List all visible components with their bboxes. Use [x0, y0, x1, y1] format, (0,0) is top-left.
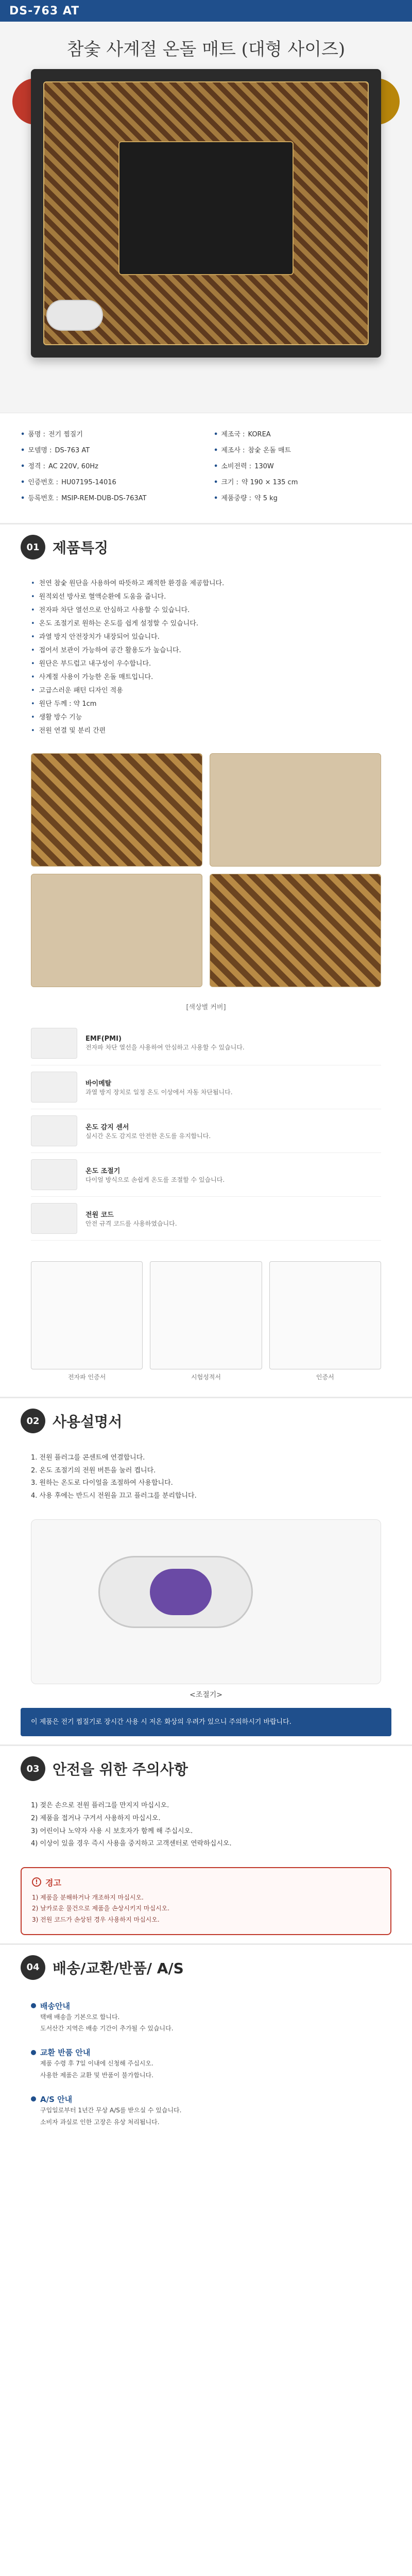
spec-key: 인증번호 :	[28, 479, 59, 486]
delivery-block	[31, 2047, 381, 2081]
feature-line	[31, 577, 381, 590]
feature-text: 사계절 사용이 가능한 온돌 매트입니다.	[39, 673, 153, 681]
feature-line	[31, 724, 381, 738]
section-number-4: 04	[21, 1955, 45, 1980]
delivery-title-text: 배송안내	[40, 2001, 70, 2011]
delivery-line: 도서산간 지역은 배송 기간이 추가될 수 있습니다.	[40, 2025, 174, 2032]
warning-box	[21, 1867, 391, 1935]
feature-bullet: •	[31, 606, 35, 614]
warning-lines	[32, 1892, 380, 1926]
delivery-line: 제품 수령 후 7일 이내에 신청해 주십시오.	[40, 2060, 153, 2067]
delivery-title-text: 교환 반품 안내	[40, 2048, 91, 2058]
part-title: 온도 조절기	[85, 1167, 121, 1175]
feature-line	[31, 684, 381, 698]
feature-text: 전자파 차단 열선으로 안심하고 사용할 수 있습니다.	[39, 606, 190, 614]
spec-item	[214, 445, 391, 454]
section-title-4: 배송/교환/반품/ A/S	[53, 1959, 184, 1977]
spec-item	[21, 461, 198, 470]
section-header-1	[0, 523, 412, 570]
feature-bullet: •	[31, 673, 35, 681]
feature-bullet: •	[31, 687, 35, 694]
photo-mat-2	[210, 753, 381, 867]
spec-item	[214, 461, 391, 470]
spec-bullet: •	[21, 431, 25, 438]
part-desc: 실시간 온도 감지로 안전한 온도를 유지합니다.	[85, 1132, 211, 1140]
spec-key: 제조사 :	[221, 447, 245, 454]
spec-key: 등록번호 :	[28, 495, 59, 502]
part-text	[85, 1078, 233, 1096]
spec-item	[21, 493, 198, 502]
hero-section	[0, 22, 412, 413]
spec-value: 약 190 × 135 cm	[241, 479, 298, 486]
controller-panel	[150, 1569, 212, 1615]
feature-bullet: •	[31, 714, 35, 721]
feature-text: 과열 방지 안전장치가 내장되어 있습니다.	[39, 633, 160, 641]
spec-item	[214, 429, 391, 438]
part-desc: 다이얼 방식으로 손쉽게 온도를 조절할 수 있습니다.	[85, 1176, 225, 1183]
cert-document	[269, 1261, 381, 1369]
spec-bullet: •	[214, 447, 218, 454]
delivery-title-text: A/S 안내	[40, 2094, 73, 2104]
delivery-line: 소비자 과실로 인한 고장은 유상 처리됩니다.	[40, 2118, 160, 2126]
safety-line: 2) 제품을 접거나 구겨서 사용하지 마십시오.	[31, 1814, 161, 1822]
block-bullet-icon	[31, 2003, 36, 2008]
feature-line	[31, 711, 381, 724]
section-header-3	[0, 1744, 412, 1791]
cert-item	[269, 1261, 381, 1381]
part-item	[31, 1197, 381, 1241]
delivery-line: 구입일로부터 1년간 무상 A/S를 받으실 수 있습니다.	[40, 2106, 182, 2114]
spec-bullet: •	[21, 495, 25, 502]
manual-line: 1. 전원 플러그를 콘센트에 연결합니다.	[31, 1454, 145, 1462]
warning-line: 2) 날카로운 물건으로 제품을 손상시키지 마십시오.	[32, 1905, 170, 1912]
spec-key: 제품중량 :	[221, 495, 252, 502]
cert-document	[150, 1261, 262, 1369]
feature-bullet: •	[31, 620, 35, 628]
spec-value: 참숯 온돌 매트	[248, 447, 291, 454]
part-title: 전원 코드	[85, 1211, 114, 1219]
cert-caption: 인증서	[316, 1374, 334, 1381]
part-text	[85, 1035, 245, 1052]
feature-line	[31, 698, 381, 711]
manual-line: 3. 원하는 온도로 다이얼을 조절하여 사용합니다.	[31, 1479, 173, 1487]
cert-caption: 전자파 인증서	[67, 1374, 106, 1381]
feature-line	[31, 617, 381, 631]
photo-mat-3	[31, 874, 202, 987]
feature-line	[31, 671, 381, 684]
part-text	[85, 1165, 225, 1184]
cert-grid	[0, 1251, 412, 1392]
section-header-4	[0, 1943, 412, 1990]
delivery-block-title	[31, 2094, 381, 2105]
spec-value: HU07195-14016	[61, 479, 116, 486]
spec-value: DS-763 AT	[55, 447, 90, 454]
spec-bullet: •	[21, 463, 25, 470]
feature-list	[0, 570, 412, 743]
section-number-3: 03	[21, 1756, 45, 1781]
controller-image	[46, 300, 103, 331]
safety-line: 4) 이상이 있을 경우 즉시 사용을 중지하고 고객센터로 연락하십시오.	[31, 1840, 232, 1848]
warning-title	[32, 1876, 380, 1888]
section-number-1: 01	[21, 535, 45, 560]
delivery-line: 사용한 제품은 교환 및 반품이 불가합니다.	[40, 2072, 153, 2079]
block-bullet-icon	[31, 2096, 36, 2102]
feature-bullet: •	[31, 647, 35, 654]
delivery-info	[0, 1990, 412, 2151]
section-title-2: 사용설명서	[53, 1413, 123, 1430]
feature-bullet: •	[31, 593, 35, 601]
controller-caption: <조절기>	[189, 1690, 223, 1699]
part-desc: 안전 규격 코드를 사용하였습니다.	[85, 1220, 177, 1227]
feature-text: 원단은 부드럽고 내구성이 우수합니다.	[39, 660, 151, 668]
warning-title-text: 경고	[45, 1877, 61, 1888]
spec-value: MSIP-REM-DUB-DS-763AT	[61, 495, 147, 502]
part-item	[31, 1022, 381, 1065]
spec-value: 130W	[254, 463, 274, 470]
part-desc: 과열 방지 장치로 일정 온도 이상에서 자동 차단됩니다.	[85, 1089, 233, 1096]
feature-text: 원단 두께 : 약 1cm	[39, 700, 97, 708]
part-thumb	[31, 1203, 77, 1234]
warning-line: 3) 전원 코드가 손상된 경우 사용하지 마십시오.	[32, 1916, 160, 1924]
delivery-block	[31, 2094, 381, 2128]
spec-item	[21, 477, 198, 486]
section-title-1: 제품특징	[53, 539, 109, 556]
safety-line: 3) 어린이나 노약자 사용 시 보호자가 함께 해 주십시오.	[31, 1827, 193, 1835]
manual-line: 2. 온도 조절기의 전원 버튼을 눌러 켭니다.	[31, 1466, 156, 1475]
section-header-2	[0, 1397, 412, 1444]
spec-key: 소비전력 :	[221, 463, 252, 470]
spec-bullet: •	[214, 463, 218, 470]
section-number-2: 02	[21, 1409, 45, 1433]
block-bullet-icon	[31, 2050, 36, 2055]
feature-text: 온도 조절기로 원하는 온도를 쉽게 설정할 수 있습니다.	[39, 620, 199, 628]
part-desc: 전자파 차단 열선을 사용하여 안심하고 사용할 수 있습니다.	[85, 1044, 245, 1051]
cert-caption: 시험성적서	[191, 1374, 221, 1381]
spec-value: 약 5 kg	[254, 495, 278, 502]
spec-key: 크기 :	[221, 479, 238, 486]
manual-text	[0, 1444, 412, 1511]
part-title: EMF(PMI)	[85, 1035, 122, 1043]
part-title: 바이메탈	[85, 1080, 112, 1088]
spec-bullet: •	[21, 479, 25, 486]
cert-item	[150, 1261, 262, 1381]
photo-mat-1	[31, 753, 202, 867]
spec-key: 품명 :	[28, 431, 45, 438]
feature-line	[31, 657, 381, 671]
feature-text: 접어서 보관이 가능하여 공간 활용도가 높습니다.	[39, 647, 181, 654]
part-item	[31, 1109, 381, 1153]
feature-text: 전원 연결 및 분리 간편	[39, 727, 106, 735]
part-thumb	[31, 1072, 77, 1103]
section-title-3: 안전을 위한 주의사항	[53, 1761, 188, 1778]
spec-key: 정격 :	[28, 463, 45, 470]
controller-figure	[31, 1519, 381, 1684]
part-title: 온도 감지 센서	[85, 1124, 129, 1131]
spec-value: AC 220V, 60Hz	[48, 463, 98, 470]
spec-list	[0, 413, 412, 518]
safety-text	[0, 1791, 412, 1859]
delivery-block-title	[31, 2047, 381, 2058]
feature-text: 천연 참숯 원단을 사용하여 따뜻하고 쾌적한 환경을 제공합니다.	[39, 580, 225, 587]
delivery-block-title	[31, 2001, 381, 2011]
part-text	[85, 1209, 177, 1228]
spec-item	[214, 477, 391, 486]
photo-mat-4	[210, 874, 381, 987]
feature-bullet: •	[31, 700, 35, 708]
delivery-block	[31, 2001, 381, 2035]
feature-line	[31, 590, 381, 604]
feature-bullet: •	[31, 660, 35, 668]
hero-title: 참숯 사계절 온돌 매트 (대형 사이즈)	[66, 39, 346, 60]
cert-document	[31, 1261, 143, 1369]
model-name: DS-763 AT	[9, 4, 80, 18]
part-thumb	[31, 1159, 77, 1190]
spec-bullet: •	[214, 431, 218, 438]
feature-line	[31, 644, 381, 657]
part-thumb	[31, 1115, 77, 1146]
spec-bullet: •	[21, 447, 25, 454]
feature-bullet: •	[31, 580, 35, 587]
feature-line	[31, 631, 381, 644]
feature-text: 원적외선 방사로 혈액순환에 도움을 줍니다.	[39, 593, 166, 601]
model-header	[0, 0, 412, 22]
spec-value: KOREA	[248, 431, 271, 438]
part-item	[31, 1065, 381, 1109]
warning-icon: !	[32, 1877, 41, 1887]
feature-bullet: •	[31, 727, 35, 735]
part-text	[85, 1122, 211, 1140]
mat-center-panel	[118, 141, 294, 275]
parts-list	[0, 1011, 412, 1251]
feature-text: 고급스러운 패턴 디자인 적용	[39, 687, 123, 694]
spec-key: 제조국 :	[221, 431, 245, 438]
feature-bullet: •	[31, 633, 35, 641]
manual-note: 이 제품은 전기 찜질기로 장시간 사용 시 저온 화상의 우려가 있으니 주의하시기 바랍니다.	[21, 1708, 391, 1736]
warning-line: 1) 제품을 분해하거나 개조하지 마십시오.	[32, 1893, 144, 1901]
product-photos	[0, 743, 412, 997]
part-item	[31, 1153, 381, 1197]
safety-line: 1) 젖은 손으로 전원 플러그를 만지지 마십시오.	[31, 1802, 169, 1810]
spec-item	[21, 429, 198, 438]
feature-line	[31, 604, 381, 617]
spec-item	[21, 445, 198, 454]
spec-value: 전기 찜질기	[48, 431, 83, 438]
photo-caption: [색상별 커버]	[186, 1004, 226, 1011]
delivery-line: 택배 배송을 기본으로 합니다.	[40, 2013, 120, 2021]
part-thumb	[31, 1028, 77, 1059]
feature-text: 생활 방수 기능	[39, 714, 82, 721]
spec-bullet: •	[214, 495, 218, 502]
spec-key: 모델명 :	[28, 447, 52, 454]
spec-item	[214, 493, 391, 502]
cert-item	[31, 1261, 143, 1381]
manual-line: 4. 사용 후에는 반드시 전원을 끄고 플러그를 분리합니다.	[31, 1492, 197, 1500]
spec-bullet: •	[214, 479, 218, 486]
